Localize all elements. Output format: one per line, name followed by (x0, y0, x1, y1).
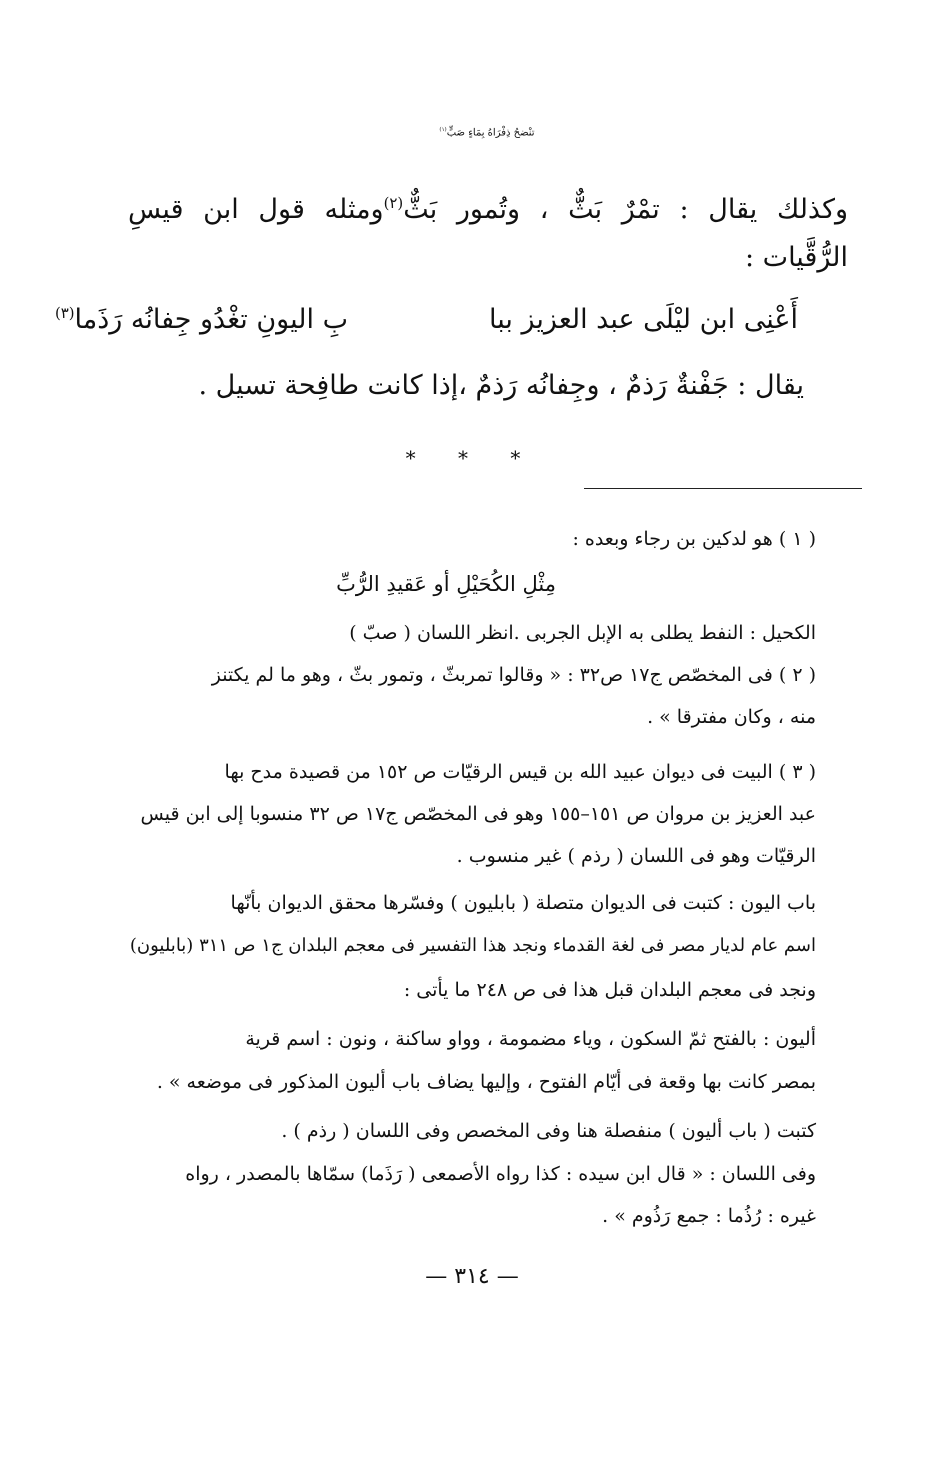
footnote-line-6: ( ٣ ) البيت فى ديوان عبيد الله بن قيس الرقيّات ص ١٥٢ من قصيدة مدح بها (224, 761, 816, 783)
verse-1-text: تنْضحُ ذِفْرَاهُ بِمَاءٍ صَبٍّ (446, 127, 535, 139)
footnote-line-13: بمصر كانت بها وقعة فى أيّام الفتوح ، وإليها يضاف باب أليون المذكور فى موضعه » . (156, 1071, 816, 1093)
footnote-line-9: باب اليون : كتبت فى الديوان متصلة ( بابليون ) وفسّرها محقق الديوان بأنّها (230, 892, 816, 914)
page-number: — ٣١٤ — (425, 1264, 519, 1289)
section-separator: * * * (405, 446, 539, 470)
footnote-line-7: عبد العزيز بن مروان ص ١٥١–١٥٥ وهو فى المخصّص ج١٧ ص ٣٢ منسوبا إلى ابن قيس (140, 803, 816, 825)
footnote-line-1: ( ١ ) هو لدكين بن رجاء وبعده : (572, 528, 816, 550)
footnote-line-12: أليون : بالفتح ثمّ السكون ، وياء مضمومة ، وواو ساكنة ، ونون : اسم قرية (245, 1028, 816, 1050)
footnote-line-15: وفى اللسان : « قال ابن سيده : كذا رواه الأصمعى ( رَذَما) سمّاها بالمصدر ، رواه (185, 1163, 816, 1185)
footnote-ref-3: (٣) (54, 304, 75, 322)
verse-line-2-right (489, 306, 798, 333)
footnote-ref-2: (٢) (383, 194, 404, 212)
text-line-5 (198, 372, 804, 399)
verse-2-hemistich-1: أَعْنِى ابن ليْلَى عبد العزيز ببا (489, 304, 798, 335)
line-3-text: الرُّقَّيات : (744, 242, 848, 273)
verse-2-hemistich-2: بِ اليونِ تغْدُو جِفانُه رَذَما (74, 304, 348, 335)
text-line-3 (745, 244, 848, 271)
footnote-line-16: غيره : رُذُما : جمع رَذُوم » . (602, 1205, 816, 1227)
footnote-line-11: ونجد فى معجم البلدان قبل هذا فى ص ٢٤٨ ما يأتى : (403, 979, 816, 1001)
line-2-part-a: وكذلك يقال : تمْرٌ بَثٌّ ، وتُمور بَثٌّ (403, 194, 848, 225)
footnote-line-14: كتبت ( باب أليون ) منفصلة هنا وفى المخصص وفى اللسان ( رذم ) . (281, 1120, 816, 1142)
footnote-line-4: ( ٢ ) فى المخصّص ج١٧ ص٣٢ : « وقالوا تمربثّ ، وتمور بثّ ، وهو ما لم يكتنز (211, 664, 816, 686)
footnote-rule (584, 488, 862, 489)
footnote-line-10: اسم عام لديار مصر فى لغة القدماء ونجد هذا التفسير فى معجم البلدان ج١ ص ٣١١ (بابليون) (129, 935, 816, 956)
line-5-text: يقال : جَفْنةٌ رَذمٌ ، وجِفانُه رَذمٌ ،إذا كانت طافِحة تسيل . (198, 370, 804, 401)
verse-line-1 (0, 128, 944, 138)
verse-line-2-left (55, 306, 348, 333)
text-line-2 (128, 196, 848, 223)
line-2-part-b: ومثله قول ابن قيسِ (128, 194, 384, 225)
footnote-verse: مِثْلِ الكُحَيْلِ أو عَقيدِ الرُّبِّ (336, 572, 556, 596)
footnote-line-5: منه ، وكان مفترقا » . (647, 706, 816, 728)
footnote-line-3: الكحيل : النفط يطلى به الإبل الجربى .انظر اللسان ( صبّ ) (349, 622, 816, 644)
footnote-line-8: الرقيّات وهو فى اللسان ( رذم ) غير منسوب . (456, 845, 816, 867)
footnote-ref-1: (١) (439, 127, 447, 133)
